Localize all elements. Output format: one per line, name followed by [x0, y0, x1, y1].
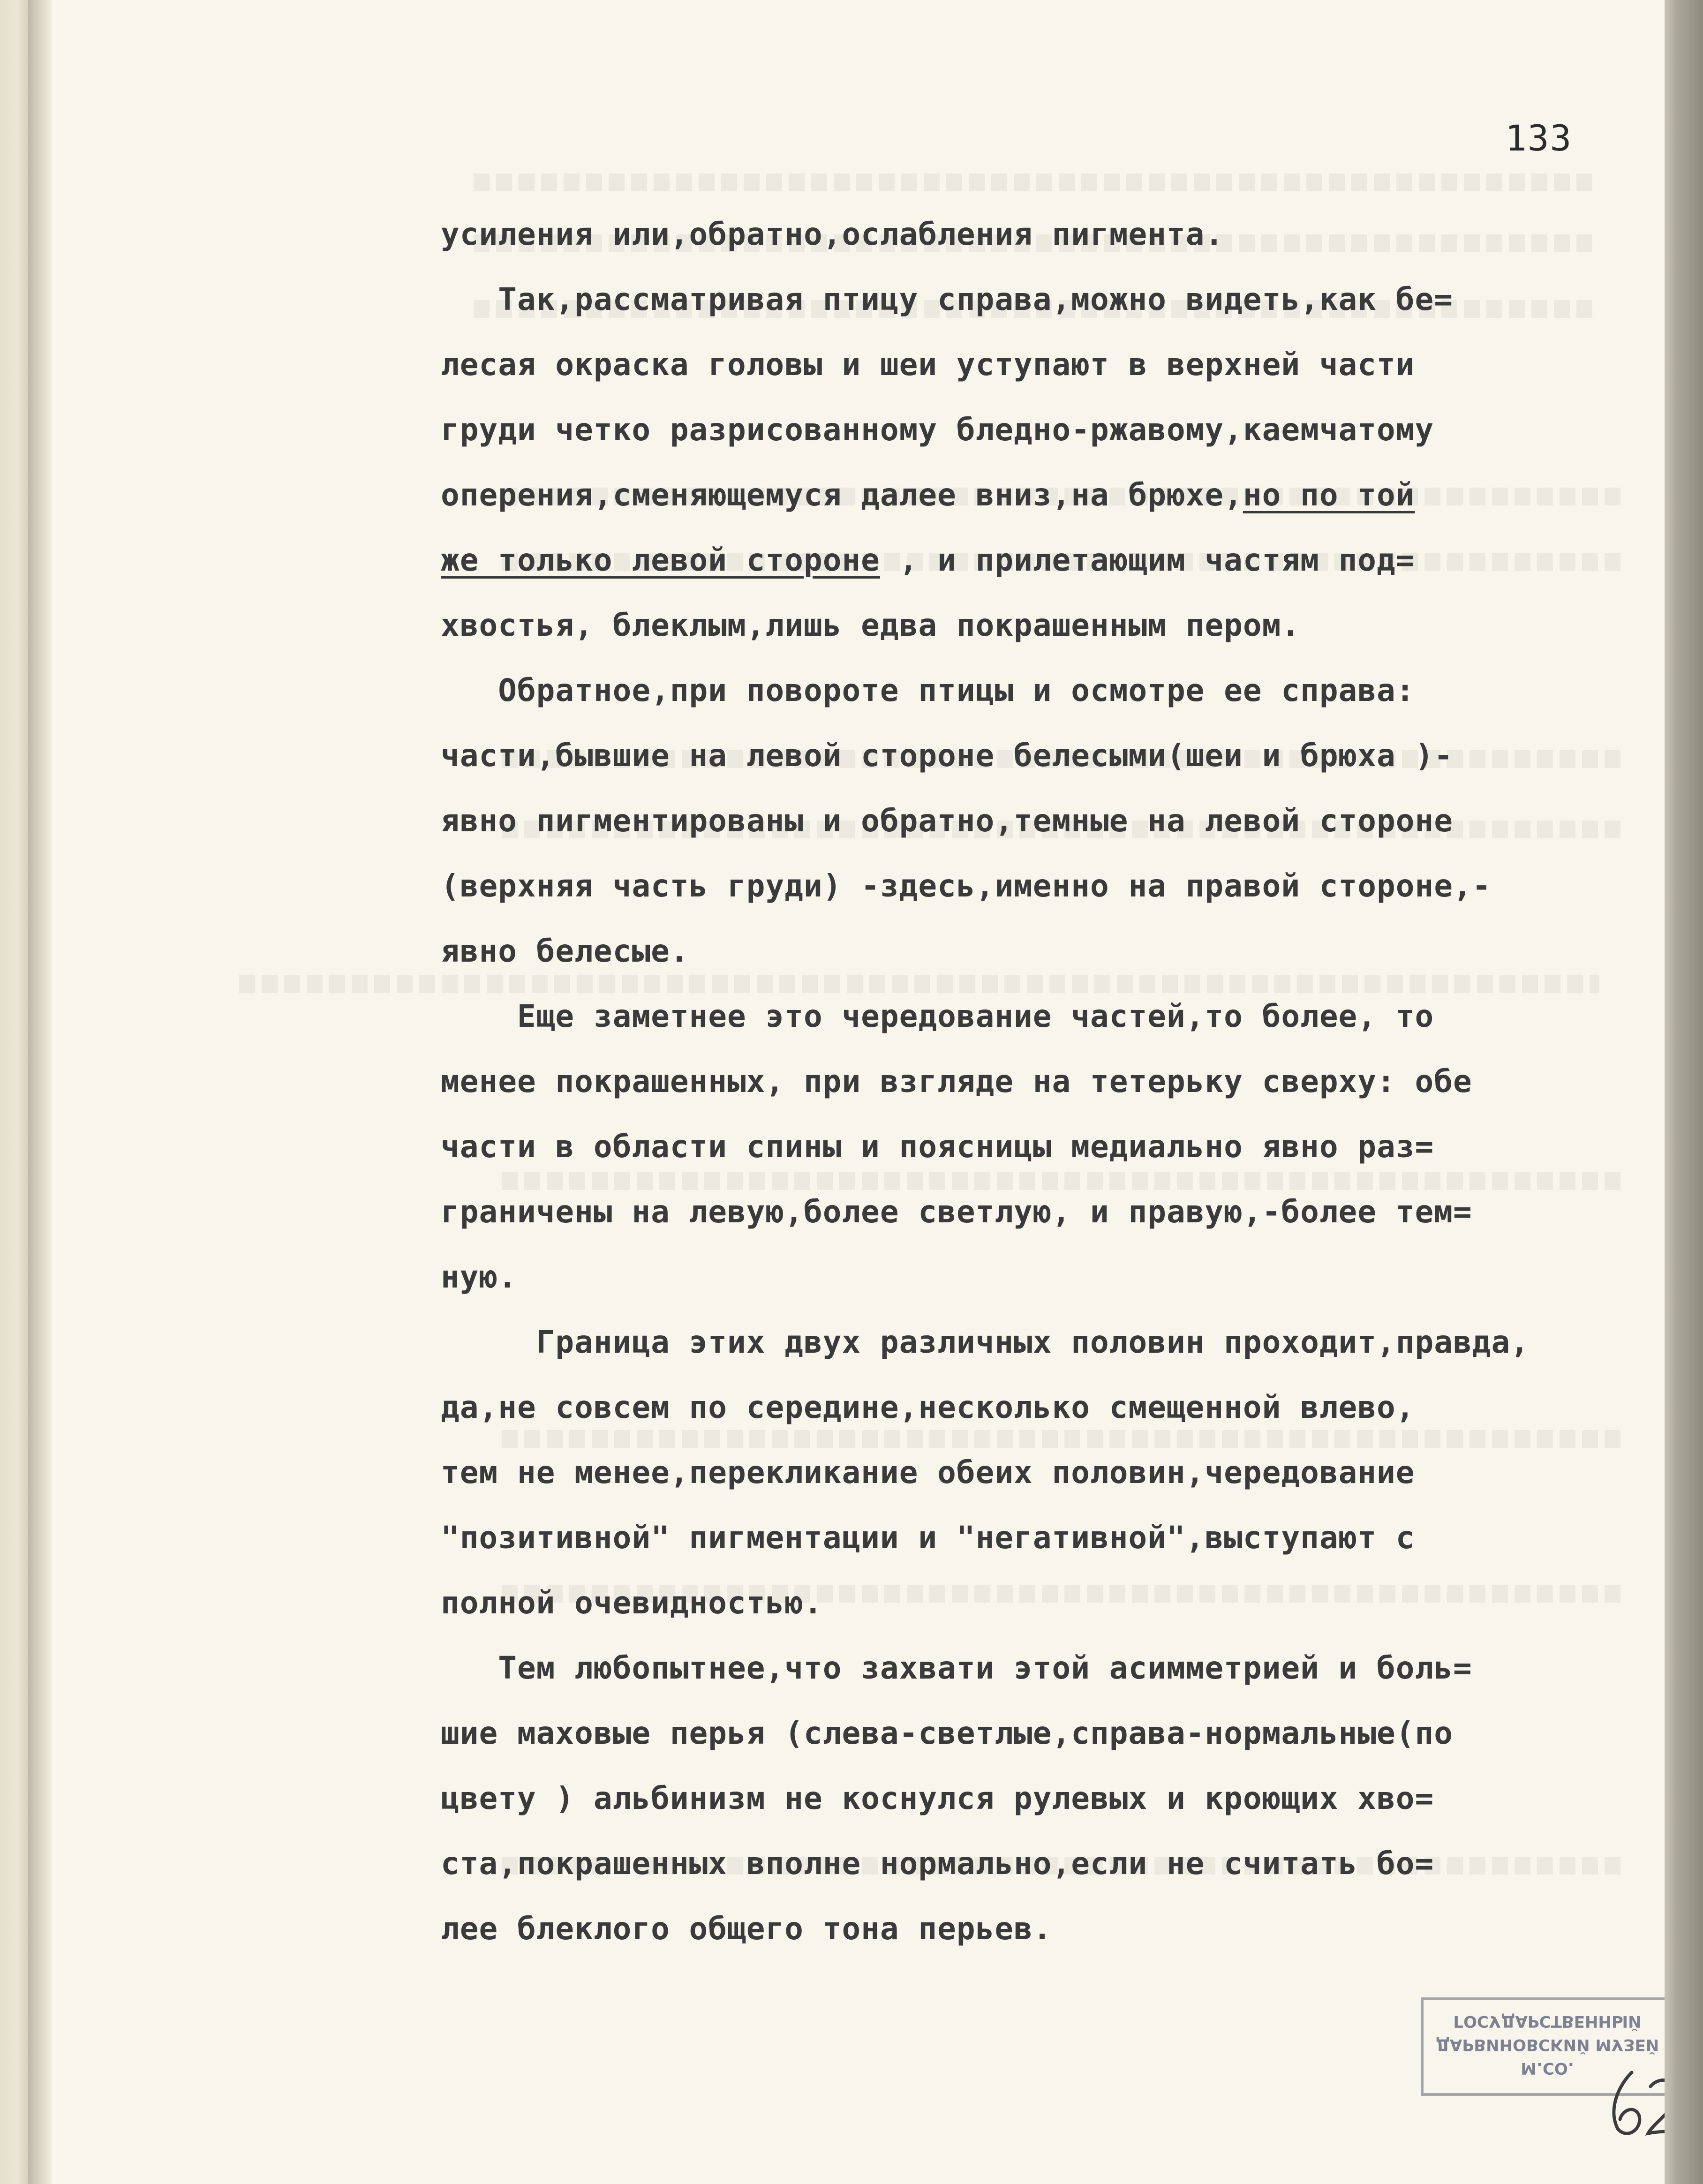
text-line: хвостья, блеклым,лишь едва покрашенным пером. [441, 607, 1301, 643]
adjacent-page [0, 0, 28, 2184]
text-line: явно пигментированы и обратно,темные на левой стороне [441, 803, 1453, 839]
text-line: цвету ) альбинизм не коснулся рулевых и кроющих хво= [441, 1780, 1434, 1816]
text-line: ста,покрашенных вполне нормально,если не считать бо= [441, 1845, 1434, 1882]
text-line: Еще заметнее это чередование частей,то более, то [441, 998, 1434, 1034]
text-segment: оперения,сменяющемуся далее вниз,на брюхе, [441, 477, 1243, 513]
text-line: усиления или,обратно,ослабления пигмента. [441, 216, 1224, 252]
typed-text-body [441, 202, 1703, 1961]
text-line-with-underline [441, 527, 1703, 593]
text-line: "позитивной" пигментации и "негативной",выступают с [441, 1520, 1415, 1556]
text-line: Так,рассматривая птицу справа,можно видеть,как бе= [441, 281, 1453, 317]
text-segment: , и прилетающим частям под= [880, 542, 1415, 578]
underlined-text: же только левой стороне [441, 542, 880, 578]
stamp-line: ГОСУДАРСТВЕННЫЙ [1453, 2012, 1642, 2031]
text-line: лее блеклого общего тона перьев. [441, 1911, 1052, 1947]
stamp-line: ДАРВИНОВСКИЙ МУЗЕЙ [1435, 2035, 1659, 2054]
page-number: 133 [1505, 117, 1573, 159]
text-line: части в области спины и поясницы медиально явно раз= [441, 1129, 1434, 1165]
text-line: груди четко разрисованному бледно-ржавому,каемчатому [441, 412, 1434, 448]
text-line: лесая окраска головы и шеи уступают в верхней части [441, 346, 1415, 383]
text-line: менее покрашенных, при взгляде на тетерьку сверху: обе [441, 1063, 1472, 1100]
text-line: явно белесые. [441, 933, 689, 969]
stamp-line: М.СО. [1521, 2059, 1574, 2078]
page-edge [1665, 0, 1703, 2184]
text-line: ную. [441, 1259, 517, 1295]
text-line: части,бывшие на левой стороне белесыми(шеи и брюха )- [441, 738, 1453, 774]
text-line: Граница этих двух различных половин проходит,правда, [441, 1324, 1530, 1360]
text-line: Обратное,при повороте птицы и осмотре ее справа: [441, 672, 1415, 708]
underlined-text: но по той [1243, 477, 1415, 513]
text-line: полной очевидностью. [441, 1585, 823, 1621]
text-line: шие маховые перья (слева-светлые,справа-нормальные(по [441, 1715, 1453, 1751]
text-line: (верхняя часть груди) -здесь,именно на правой стороне,- [441, 868, 1492, 904]
document-page [52, 0, 1665, 2184]
binding-gutter [28, 0, 52, 2184]
text-line: Тем любопытнее,что захвати этой асимметрией и боль= [441, 1650, 1472, 1686]
text-line: тем не менее,перекликание обеих половин,чередование [441, 1454, 1415, 1491]
text-line: да,не совсем по середине,несколько смещенной влево, [441, 1389, 1415, 1425]
text-line: граничены на левую,более светлую, и правую,-более тем= [441, 1194, 1472, 1230]
text-line-with-underline [441, 462, 1703, 527]
